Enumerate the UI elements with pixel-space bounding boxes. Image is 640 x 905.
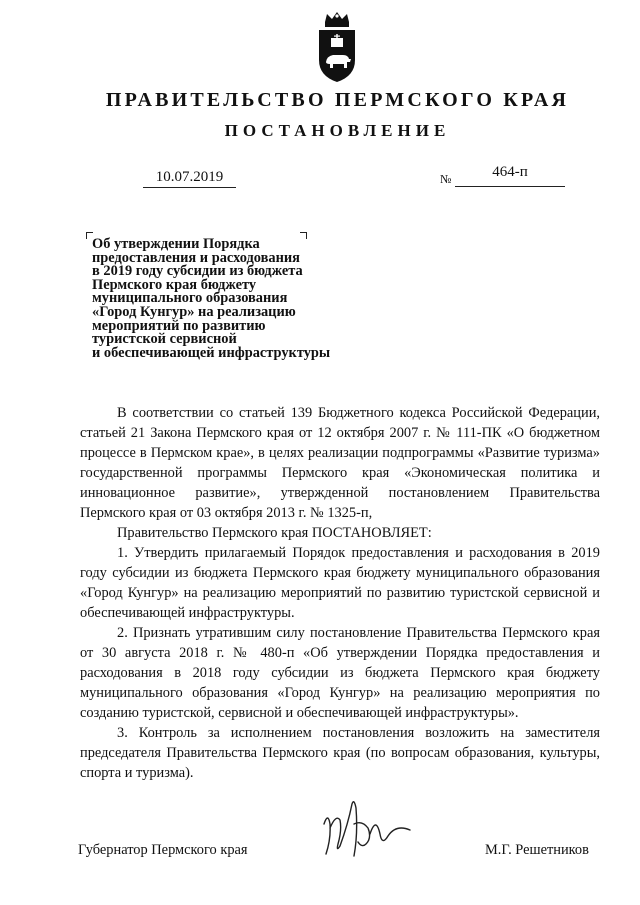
heading-line: в 2019 году субсидии из бюджета (92, 263, 303, 280)
body-paragraph: В соответствии со статьей 139 Бюджетного кодекса Российской Федерации, статьей 21 Закона Пермского края от 12 октября 2007 г. № 111-ПК «О бюджетном процессе в Пермском крае», в целях реализации подпрограммы «Развитие туризма» государственной программы Пермского края «Экономическая политика и инновационное развитие», утвержденной постановлением Правительства Пермского края от 03 октября 2013 г. № 1325-п, (80, 405, 600, 521)
heading-line: и обеспечивающей инфраструктуры (92, 344, 331, 361)
number-label: № (440, 172, 452, 186)
body-paragraph: 3. Контроль за исполнением постановления возложить на заместителя председателя Правительства Пермского края (по вопросам образования, культуры, спорта и туризма). (80, 725, 600, 781)
document-date: 10.07.2019 (143, 170, 236, 188)
document-type: ПОСТАНОВЛЕНИЕ (224, 121, 451, 140)
handwritten-signature-icon (318, 794, 413, 864)
perm-krai-coat-of-arms-icon (313, 12, 361, 84)
heading-line: муниципального образования (92, 290, 288, 307)
signatory-name: М.Г. Решетников (485, 842, 589, 858)
heading-line: туристской сервисной (92, 331, 237, 348)
document-number: 464-п (455, 165, 565, 187)
heading-line: Пермского края бюджету (92, 276, 257, 293)
government-title: ПРАВИТЕЛЬСТВО ПЕРМСКОГО КРАЯ (105, 89, 570, 111)
signatory-position: Губернатор Пермского края (78, 842, 248, 858)
body-paragraph: 1. Утвердить прилагаемый Порядок предоставления и расходования в 2019 году субсидии из бюджета Пермского края бюджету муниципального образования «Город Кунгур» на реализацию мероприятий по развитию туристской сервисной и обеспечивающей инфраструктуры. (80, 545, 600, 621)
heading-line: мероприятий по развитию (92, 317, 266, 334)
document-body (80, 403, 600, 783)
heading-line: предоставления и расходования (92, 249, 300, 266)
document-heading (92, 238, 372, 360)
body-paragraph: Правительство Пермского края ПОСТАНОВЛЯЕТ: (117, 525, 432, 541)
body-paragraph: 2. Признать утратившим силу постановление Правительства Пермского края от 30 августа 2018 г. № 480-п «Об утверждении Порядка предоставления и расходования в 2018 году субсидии из бюджета Пермского края бюджету муниципального образования «Город Кунгур» на реализацию мероприятия по созданию туристской, сервисной и обеспечивающей инфраструктуры». (80, 625, 600, 721)
heading-line: Об утверждении Порядка (92, 236, 260, 252)
heading-line: «Город Кунгур» на реализацию (92, 303, 296, 320)
